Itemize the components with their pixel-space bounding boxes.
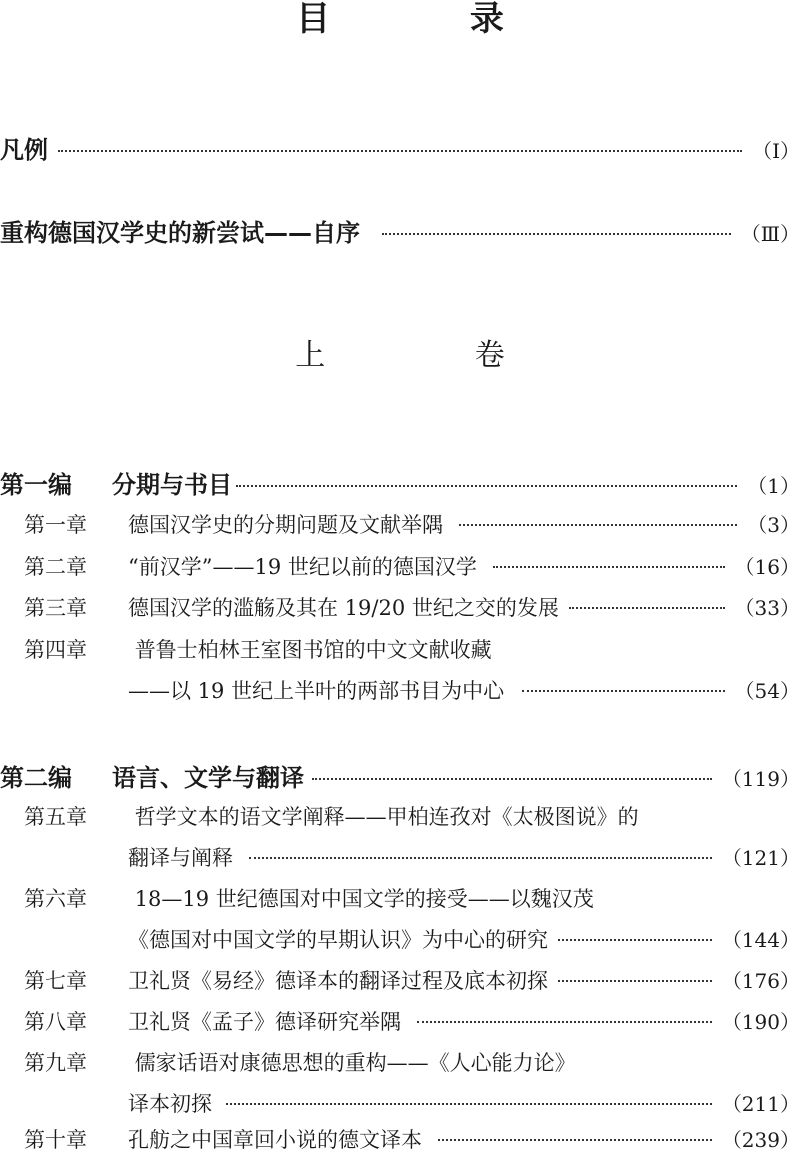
- toc-entry-part[interactable]: [0, 758, 800, 793]
- chapter-subtitle: ——以 19 世纪上半叶的两部书目为中心: [128, 679, 505, 703]
- dot-leader: [236, 484, 737, 487]
- toc-entry-chapter-continuation[interactable]: [128, 924, 800, 954]
- entry-page: （239）: [721, 1128, 800, 1152]
- entry-page: （211）: [721, 1092, 800, 1116]
- chapter-title: 哲学文本的语文学阐释——甲柏连孜对《太极图说》的: [134, 805, 639, 829]
- entry-page: （33）: [734, 596, 800, 620]
- dot-leader: [438, 1138, 712, 1141]
- entry-title: 凡例: [0, 136, 48, 164]
- toc-entry-chapter-continuation[interactable]: [128, 675, 800, 705]
- dot-leader: [558, 938, 712, 941]
- toc-entry-front-matter[interactable]: [0, 130, 800, 165]
- chapter-title: “前汉学”——19 世纪以前的德国汉学: [128, 555, 477, 579]
- toc-entry-chapter[interactable]: [24, 509, 800, 539]
- entry-page: （54）: [734, 679, 800, 703]
- toc-entry-chapter[interactable]: [24, 1006, 800, 1036]
- part-label: 第一编: [0, 471, 72, 499]
- entry-page: （121）: [721, 846, 800, 870]
- dot-leader: [249, 856, 712, 859]
- entry-page: （119）: [721, 767, 800, 791]
- part-label: 第二编: [0, 764, 72, 792]
- entry-page: （Ⅰ）: [752, 139, 800, 163]
- part-title: 分期与书目: [112, 471, 232, 499]
- entry-page: （16）: [734, 555, 800, 579]
- toc-entry-chapter[interactable]: [24, 592, 800, 622]
- toc-entry-front-matter[interactable]: [0, 213, 800, 248]
- chapter-label: 第六章: [24, 887, 87, 911]
- chapter-label: 第三章: [24, 596, 87, 620]
- chapter-title-continued: 翻译与阐释: [128, 846, 233, 870]
- dot-leader: [522, 689, 724, 692]
- chapter-title-continued: 译本初探: [128, 1092, 212, 1116]
- toc-entry-chapter-first-line[interactable]: [24, 801, 639, 831]
- dot-leader: [58, 149, 742, 152]
- volume-title: 上 卷: [295, 338, 575, 373]
- part-title: 语言、文学与翻译: [112, 764, 304, 792]
- chapter-label: 第一章: [24, 513, 87, 537]
- dot-leader: [459, 523, 737, 526]
- toc-entry-chapter[interactable]: [24, 965, 800, 995]
- toc-entry-chapter-first-line[interactable]: [24, 634, 492, 664]
- dot-leader: [493, 565, 725, 568]
- chapter-label: 第九章: [24, 1051, 87, 1075]
- chapter-title: 儒家话语对康德思想的重构——《人心能力论》: [134, 1051, 576, 1075]
- chapter-title: 卫礼贤《易经》德译本的翻译过程及底本初探: [128, 969, 548, 993]
- toc-entry-chapter-first-line[interactable]: [24, 1047, 576, 1077]
- chapter-title: 德国汉学的滥觞及其在 19/20 世纪之交的发展: [128, 596, 559, 620]
- chapter-title: 18—19 世纪德国对中国文学的接受——以魏汉茂: [134, 887, 594, 911]
- dot-leader: [382, 232, 731, 235]
- entry-title: 重构德国汉学史的新尝试——自序: [0, 219, 360, 247]
- toc-entry-chapter-continuation[interactable]: [128, 842, 800, 872]
- dot-leader: [569, 606, 725, 609]
- entry-page: （144）: [721, 928, 800, 952]
- chapter-label: 第七章: [24, 969, 87, 993]
- chapter-title: 德国汉学史的分期问题及文献举隅: [128, 513, 443, 537]
- entry-page: （1）: [747, 474, 800, 498]
- dot-leader: [226, 1102, 712, 1105]
- entry-page: （Ⅲ）: [740, 222, 800, 246]
- chapter-label: 第二章: [24, 555, 87, 579]
- toc-entry-chapter-first-line[interactable]: [24, 883, 594, 913]
- toc-title: 目 录: [296, 0, 568, 39]
- toc-entry-chapter[interactable]: [24, 551, 800, 581]
- chapter-title: 孔舫之中国章回小说的德文译本: [128, 1128, 422, 1152]
- toc-entry-chapter[interactable]: [24, 1124, 800, 1154]
- chapter-label: 第八章: [24, 1010, 87, 1034]
- chapter-title: 普鲁士柏林王室图书馆的中文文献收藏: [134, 638, 492, 662]
- toc-entry-part[interactable]: [0, 465, 800, 500]
- entry-page: （190）: [721, 1010, 800, 1034]
- dot-leader: [558, 979, 712, 982]
- toc-entry-chapter-continuation[interactable]: [128, 1088, 800, 1118]
- chapter-label: 第五章: [24, 805, 87, 829]
- dot-leader: [312, 777, 712, 780]
- chapter-title-continued: 《德国对中国文学的早期认识》为中心的研究: [128, 928, 548, 952]
- chapter-label: 第十章: [24, 1128, 87, 1152]
- chapter-title: 卫礼贤《孟子》德译研究举隅: [128, 1010, 401, 1034]
- dot-leader: [417, 1020, 712, 1023]
- entry-page: （176）: [721, 969, 800, 993]
- chapter-label: 第四章: [24, 638, 87, 662]
- entry-page: （3）: [747, 513, 800, 537]
